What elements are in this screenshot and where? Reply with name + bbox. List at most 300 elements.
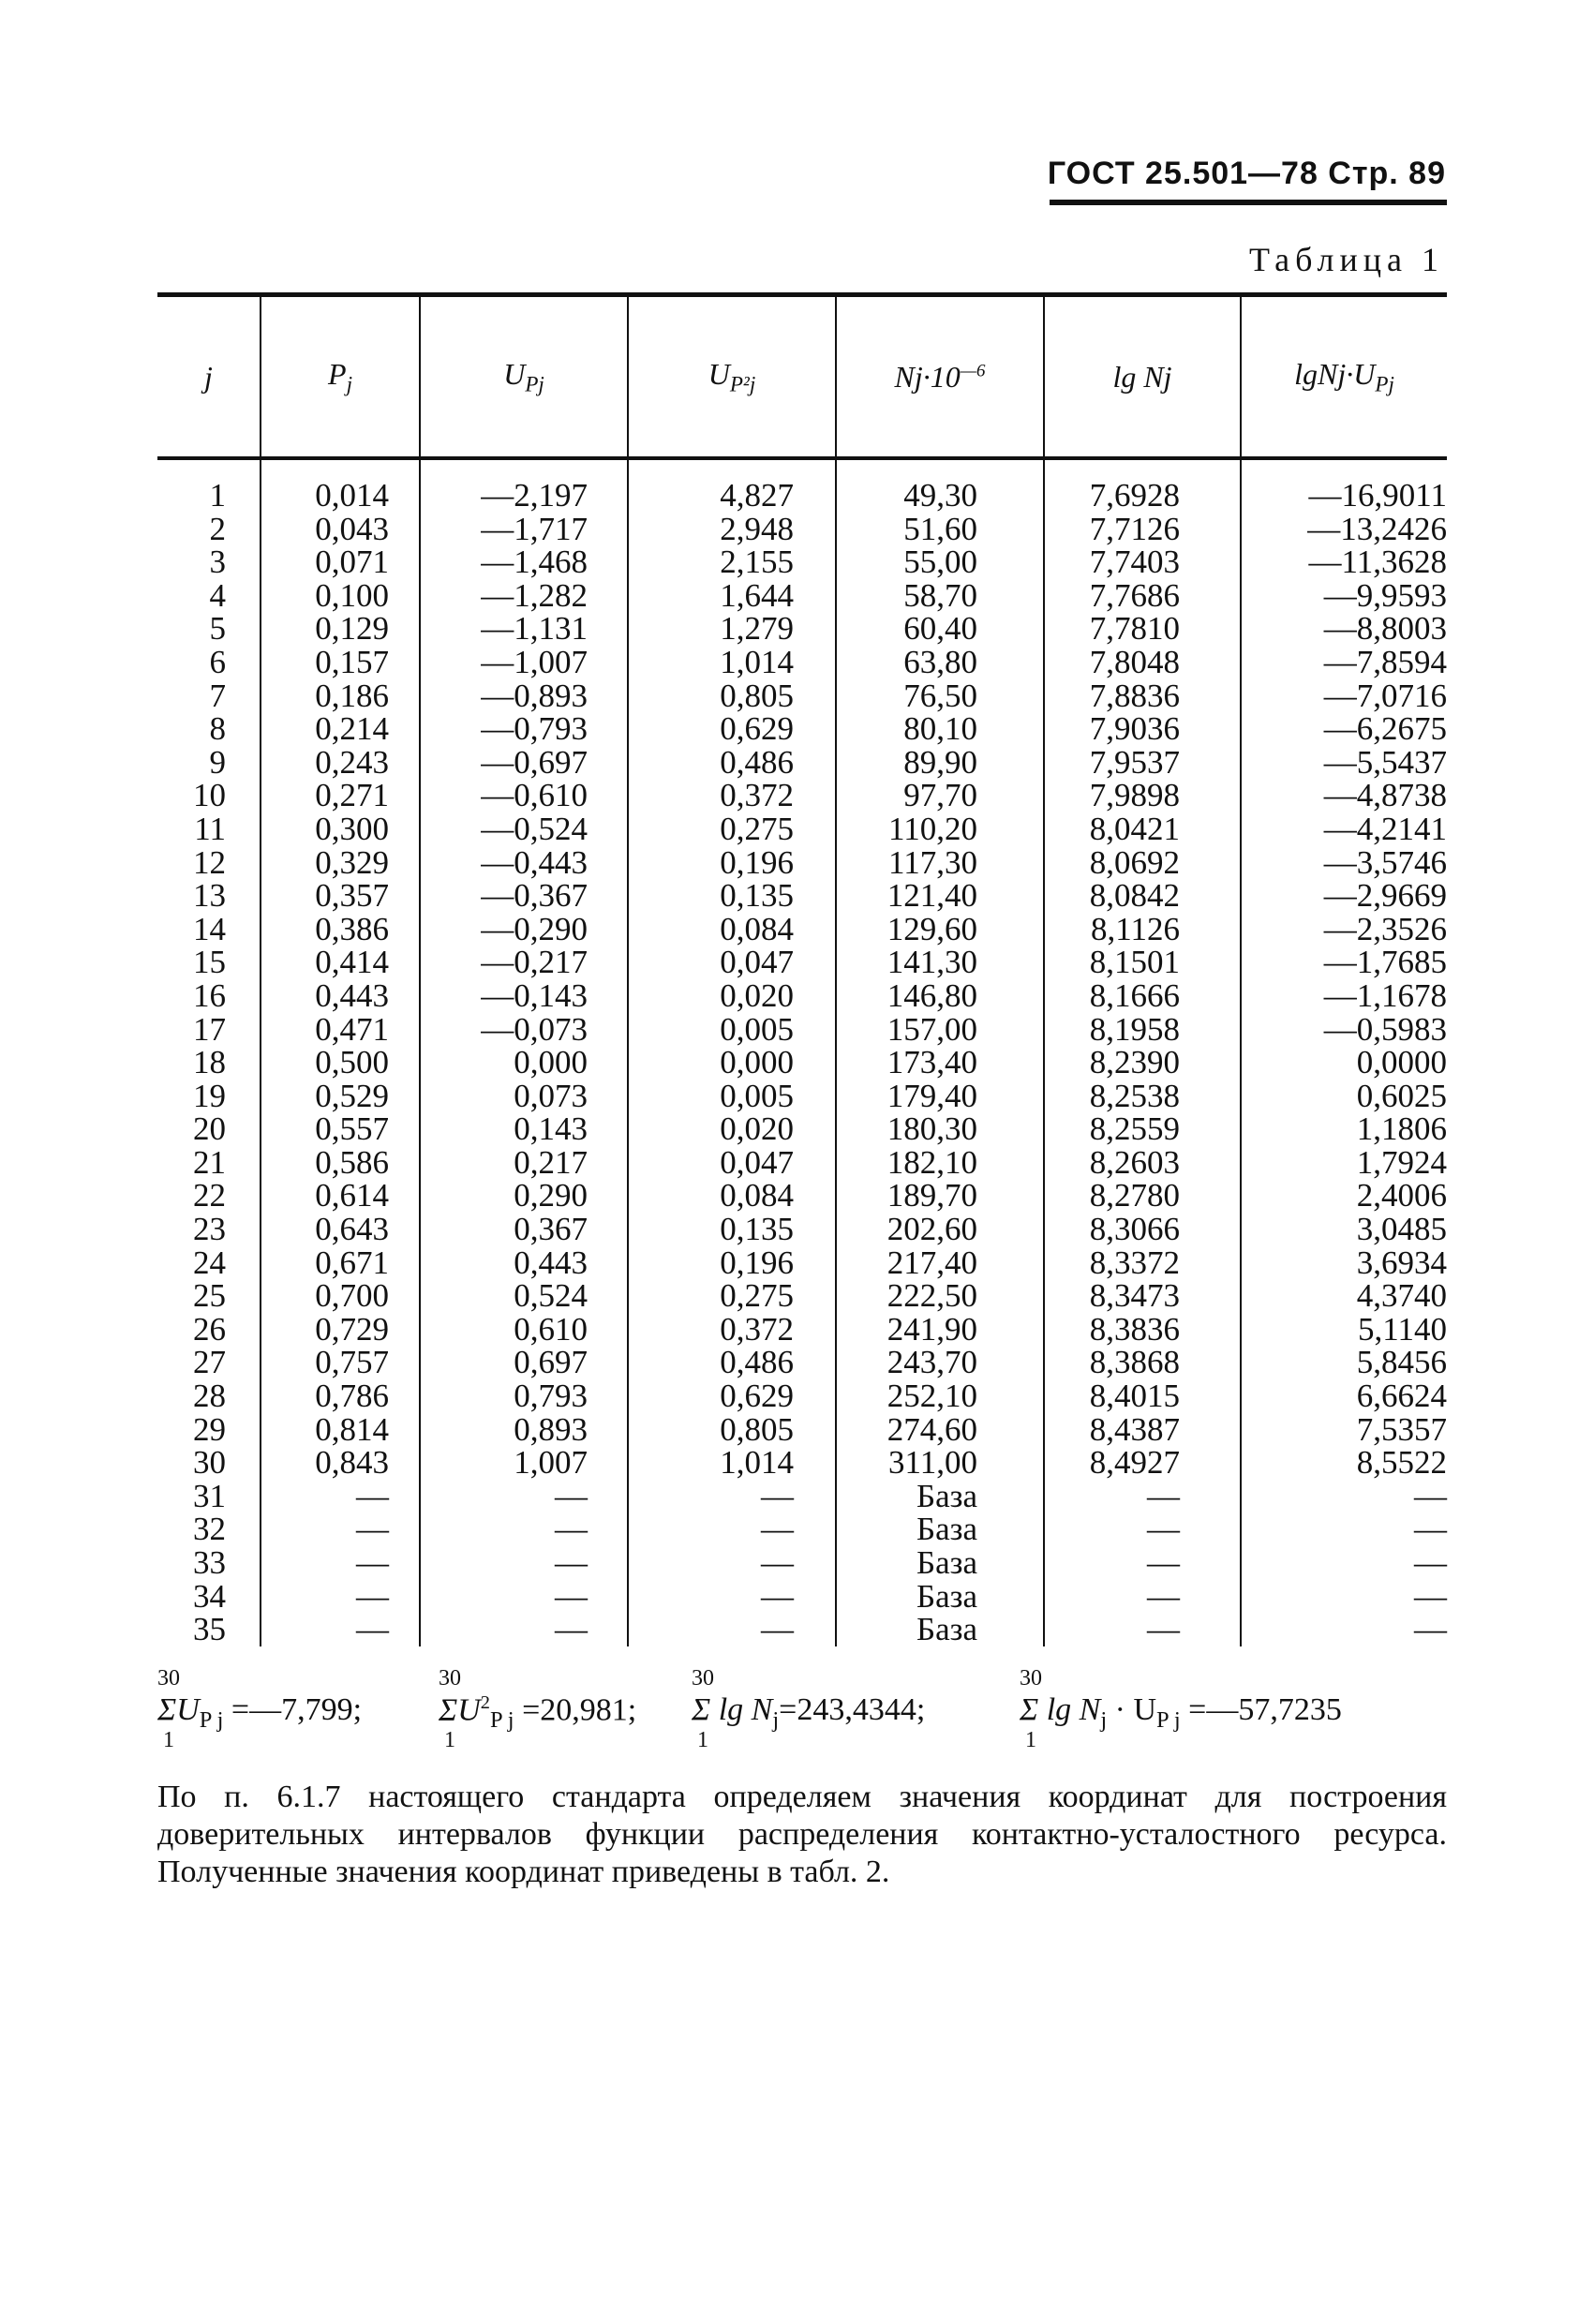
cell-p: 0,786 bbox=[261, 1379, 420, 1413]
cell-u-squared: 0,005 bbox=[628, 1013, 836, 1047]
cell-lg-n: — bbox=[1044, 1613, 1241, 1646]
cell-n: 146,80 bbox=[836, 979, 1044, 1013]
cell-u-squared: 0,372 bbox=[628, 1313, 836, 1347]
cell-u: —0,524 bbox=[420, 812, 628, 846]
cell-u: —0,697 bbox=[420, 746, 628, 780]
cell-u: 0,443 bbox=[420, 1246, 628, 1280]
cell-u-squared: — bbox=[628, 1480, 836, 1513]
cell-j: 12 bbox=[193, 843, 226, 881]
cell-n: База bbox=[836, 1546, 1044, 1580]
cell-p: — bbox=[261, 1546, 420, 1580]
table-row bbox=[157, 879, 1447, 913]
table-row bbox=[157, 1346, 1447, 1379]
cell-u-squared: — bbox=[628, 1580, 836, 1614]
cell-n: 58,70 bbox=[836, 579, 1044, 613]
table-row bbox=[157, 458, 1447, 513]
table-row bbox=[157, 1112, 1447, 1146]
cell-p: 0,129 bbox=[261, 612, 420, 646]
cell-n: 182,10 bbox=[836, 1146, 1044, 1180]
cell-u-squared: 0,372 bbox=[628, 779, 836, 812]
cell-lg-n-u: —0,5983 bbox=[1241, 1013, 1447, 1047]
cell-lg-n: 8,2390 bbox=[1044, 1046, 1241, 1080]
cell-u: —0,073 bbox=[420, 1013, 628, 1047]
cell-j: 16 bbox=[193, 976, 226, 1014]
data-table bbox=[157, 292, 1447, 1646]
table-row bbox=[157, 946, 1447, 979]
cell-lg-n: 8,0842 bbox=[1044, 879, 1241, 913]
table-row bbox=[157, 513, 1447, 546]
table-row bbox=[157, 1613, 1447, 1646]
col-header-p: $P_j$ bbox=[261, 295, 420, 459]
cell-u: —1,717 bbox=[420, 513, 628, 546]
cell-u-squared: 0,047 bbox=[628, 1146, 836, 1180]
cell-u-squared: 1,644 bbox=[628, 579, 836, 613]
cell-u: 0,793 bbox=[420, 1379, 628, 1413]
cell-p: 0,386 bbox=[261, 913, 420, 946]
cell-u: 1,007 bbox=[420, 1446, 628, 1480]
cell-u: —0,610 bbox=[420, 779, 628, 812]
cell-lg-n-u: —13,2426 bbox=[1241, 513, 1447, 546]
cell-lg-n-u: 6,6624 bbox=[1241, 1379, 1447, 1413]
sum-lg-n-u: 30 1 Σ $\lg N_j \cdot U_{P j}$ =—57,7235 bbox=[1020, 1666, 1342, 1752]
cell-p: 0,014 bbox=[261, 458, 420, 513]
cell-p: 0,043 bbox=[261, 513, 420, 546]
cell-j: 6 bbox=[209, 643, 226, 680]
cell-lg-n-u: 7,5357 bbox=[1241, 1413, 1447, 1447]
table-row bbox=[157, 1313, 1447, 1347]
cell-lg-n: 8,1666 bbox=[1044, 979, 1241, 1013]
cell-j: 17 bbox=[193, 1010, 226, 1048]
cell-lg-n-u: 5,1140 bbox=[1241, 1313, 1447, 1347]
table-row bbox=[157, 1580, 1447, 1614]
cell-lg-n: 8,2538 bbox=[1044, 1080, 1241, 1113]
cell-lg-n-u: 2,4006 bbox=[1241, 1179, 1447, 1213]
cell-lg-n-u: 5,8456 bbox=[1241, 1346, 1447, 1379]
cell-n: 129,60 bbox=[836, 913, 1044, 946]
cell-lg-n-u: — bbox=[1241, 1480, 1447, 1513]
cell-u: —0,290 bbox=[420, 913, 628, 946]
cell-lg-n: 7,7403 bbox=[1044, 545, 1241, 579]
cell-j: 24 bbox=[193, 1244, 226, 1281]
cell-lg-n: 8,3836 bbox=[1044, 1313, 1241, 1347]
cell-lg-n: 8,4387 bbox=[1044, 1413, 1241, 1447]
cell-p: 0,471 bbox=[261, 1013, 420, 1047]
cell-n: 60,40 bbox=[836, 612, 1044, 646]
cell-n: 49,30 bbox=[836, 458, 1044, 513]
cell-u: — bbox=[420, 1512, 628, 1546]
cell-j: 23 bbox=[193, 1211, 226, 1248]
cell-u: — bbox=[420, 1580, 628, 1614]
cell-n: 89,90 bbox=[836, 746, 1044, 780]
col-header-n: $Nj\cdot 10^{—6}$ bbox=[836, 295, 1044, 459]
cell-n: 51,60 bbox=[836, 513, 1044, 546]
cell-u: —0,893 bbox=[420, 679, 628, 713]
cell-n: База bbox=[836, 1613, 1044, 1646]
cell-j: 22 bbox=[193, 1177, 226, 1214]
cell-u: 0,217 bbox=[420, 1146, 628, 1180]
table-row bbox=[157, 1413, 1447, 1447]
cell-p: 0,271 bbox=[261, 779, 420, 812]
cell-n: 217,40 bbox=[836, 1246, 1044, 1280]
cell-lg-n-u: —4,8738 bbox=[1241, 779, 1447, 812]
cell-lg-n-u: 0,6025 bbox=[1241, 1080, 1447, 1113]
cell-u: — bbox=[420, 1613, 628, 1646]
table-row bbox=[157, 1279, 1447, 1313]
cell-j: 25 bbox=[193, 1277, 226, 1315]
cell-j: 14 bbox=[193, 910, 226, 947]
cell-j: 26 bbox=[193, 1310, 226, 1348]
table-row bbox=[157, 779, 1447, 812]
cell-j: 7 bbox=[209, 677, 226, 714]
cell-j: 4 bbox=[209, 576, 226, 614]
cell-j: 20 bbox=[193, 1110, 226, 1148]
table-row bbox=[157, 612, 1447, 646]
table-row bbox=[157, 1446, 1447, 1480]
page-header: ГОСТ 25.501—78 Стр. 89 bbox=[1047, 156, 1446, 191]
cell-j: 9 bbox=[209, 743, 226, 781]
cell-j: 10 bbox=[193, 777, 226, 814]
cell-u: —1,282 bbox=[420, 579, 628, 613]
cell-u: 0,073 bbox=[420, 1080, 628, 1113]
sum-u: 30 1 $\Sigma U_{P j}$ =—7,799; bbox=[157, 1666, 363, 1752]
cell-u-squared: 4,827 bbox=[628, 458, 836, 513]
cell-lg-n-u: —7,8594 bbox=[1241, 646, 1447, 679]
cell-u: 0,524 bbox=[420, 1279, 628, 1313]
cell-lg-n: 7,9036 bbox=[1044, 712, 1241, 746]
cell-n: 76,50 bbox=[836, 679, 1044, 713]
cell-u-squared: 0,020 bbox=[628, 1112, 836, 1146]
table-row bbox=[157, 646, 1447, 679]
cell-lg-n-u: —3,5746 bbox=[1241, 846, 1447, 880]
cell-u: 0,000 bbox=[420, 1046, 628, 1080]
table-caption: Таблица 1 bbox=[1249, 241, 1444, 278]
cell-lg-n: 7,7126 bbox=[1044, 513, 1241, 546]
cell-lg-n-u: — bbox=[1241, 1613, 1447, 1646]
table-row bbox=[157, 679, 1447, 713]
cell-lg-n-u: — bbox=[1241, 1512, 1447, 1546]
cell-lg-n-u: 4,3740 bbox=[1241, 1279, 1447, 1313]
cell-lg-n-u: —4,2141 bbox=[1241, 812, 1447, 846]
table-row bbox=[157, 1146, 1447, 1180]
cell-lg-n-u: 0,0000 bbox=[1241, 1046, 1447, 1080]
table-row bbox=[157, 1013, 1447, 1047]
cell-u-squared: 0,084 bbox=[628, 913, 836, 946]
cell-p: 0,614 bbox=[261, 1179, 420, 1213]
cell-lg-n-u: —9,9593 bbox=[1241, 579, 1447, 613]
cell-p: 0,414 bbox=[261, 946, 420, 979]
cell-lg-n: 8,2603 bbox=[1044, 1146, 1241, 1180]
cell-u-squared: 0,629 bbox=[628, 1379, 836, 1413]
table-header-row bbox=[157, 295, 1447, 459]
cell-p: 0,729 bbox=[261, 1313, 420, 1347]
table-row bbox=[157, 579, 1447, 613]
cell-n: 202,60 bbox=[836, 1213, 1044, 1246]
cell-u-squared: 0,275 bbox=[628, 812, 836, 846]
cell-lg-n: 8,3372 bbox=[1044, 1246, 1241, 1280]
cell-p: 0,757 bbox=[261, 1346, 420, 1379]
cell-u-squared: 0,805 bbox=[628, 679, 836, 713]
cell-j: 15 bbox=[193, 944, 226, 981]
col-header-lg-n: lg Nj bbox=[1044, 295, 1241, 459]
cell-u: —0,217 bbox=[420, 946, 628, 979]
cell-u-squared: 0,020 bbox=[628, 979, 836, 1013]
cell-j: 21 bbox=[193, 1143, 226, 1181]
cell-lg-n: 8,3066 bbox=[1044, 1213, 1241, 1246]
cell-u-squared: 0,486 bbox=[628, 1346, 836, 1379]
cell-p: 0,814 bbox=[261, 1413, 420, 1447]
table-row bbox=[157, 1512, 1447, 1546]
cell-n: 80,10 bbox=[836, 712, 1044, 746]
cell-u: —2,197 bbox=[420, 458, 628, 513]
cell-lg-n: 8,1501 bbox=[1044, 946, 1241, 979]
cell-j: 3 bbox=[209, 544, 226, 581]
col-header-u: $U_{Pj}$ bbox=[420, 295, 628, 459]
col-header-lg-n-u: $lgNj\cdot U_{Pj}$ bbox=[1241, 295, 1447, 459]
cell-p: 0,100 bbox=[261, 579, 420, 613]
cell-p: 0,671 bbox=[261, 1246, 420, 1280]
table-row bbox=[157, 1080, 1447, 1113]
cell-j: 34 bbox=[193, 1577, 226, 1615]
cell-lg-n: 8,1958 bbox=[1044, 1013, 1241, 1047]
cell-p: — bbox=[261, 1512, 420, 1546]
cell-lg-n-u: 1,7924 bbox=[1241, 1146, 1447, 1180]
cell-u: —1,468 bbox=[420, 545, 628, 579]
table-row bbox=[157, 812, 1447, 846]
cell-lg-n: 8,0421 bbox=[1044, 812, 1241, 846]
cell-lg-n-u: —2,3526 bbox=[1241, 913, 1447, 946]
cell-j: 1 bbox=[209, 477, 226, 514]
cell-n: 189,70 bbox=[836, 1179, 1044, 1213]
cell-j: 8 bbox=[209, 710, 226, 748]
table-row bbox=[157, 1213, 1447, 1246]
table-row bbox=[157, 913, 1447, 946]
body-paragraph: По п. 6.1.7 настоящего стандарта определяем значения координат для построения доверительных интервалов функции распределения контактно-усталостного ресурса. Полученные значения координат приведены в табл. 2. bbox=[157, 1780, 1447, 1889]
cell-p: 0,357 bbox=[261, 879, 420, 913]
cell-p: 0,700 bbox=[261, 1279, 420, 1313]
cell-u-squared: 0,486 bbox=[628, 746, 836, 780]
cell-lg-n-u: 8,5522 bbox=[1241, 1446, 1447, 1480]
cell-lg-n-u: —5,5437 bbox=[1241, 746, 1447, 780]
cell-u-squared: — bbox=[628, 1546, 836, 1580]
cell-u: 0,290 bbox=[420, 1179, 628, 1213]
cell-j: 32 bbox=[193, 1511, 226, 1548]
cell-j: 27 bbox=[193, 1344, 226, 1381]
cell-n: База bbox=[836, 1480, 1044, 1513]
sums-line bbox=[157, 1659, 1447, 1771]
sum-u-squared: 30 1 $\Sigma U^2_{P j} =20,981$; bbox=[439, 1666, 637, 1752]
cell-lg-n: — bbox=[1044, 1580, 1241, 1614]
cell-u: —1,131 bbox=[420, 612, 628, 646]
cell-u-squared: 0,135 bbox=[628, 1213, 836, 1246]
cell-lg-n: 8,3868 bbox=[1044, 1346, 1241, 1379]
cell-n: 222,50 bbox=[836, 1279, 1044, 1313]
cell-lg-n-u: 1,1806 bbox=[1241, 1112, 1447, 1146]
table-row bbox=[157, 1179, 1447, 1213]
cell-j: 11 bbox=[194, 810, 226, 847]
table-row bbox=[157, 712, 1447, 746]
cell-lg-n-u: —11,3628 bbox=[1241, 545, 1447, 579]
cell-u-squared: 2,948 bbox=[628, 513, 836, 546]
cell-u-squared: 0,000 bbox=[628, 1046, 836, 1080]
cell-lg-n: 7,7686 bbox=[1044, 579, 1241, 613]
cell-p: 0,529 bbox=[261, 1080, 420, 1113]
table-row bbox=[157, 545, 1447, 579]
cell-u: —0,367 bbox=[420, 879, 628, 913]
cell-u-squared: 0,084 bbox=[628, 1179, 836, 1213]
cell-n: 311,00 bbox=[836, 1446, 1044, 1480]
cell-u-squared: 0,629 bbox=[628, 712, 836, 746]
cell-u: — bbox=[420, 1546, 628, 1580]
header-rule bbox=[1050, 200, 1447, 205]
cell-u: —0,143 bbox=[420, 979, 628, 1013]
cell-n: 157,00 bbox=[836, 1013, 1044, 1047]
cell-u: —1,007 bbox=[420, 646, 628, 679]
cell-n: База bbox=[836, 1512, 1044, 1546]
sum-lg-n: 30 1 Σ $\lg N_j=243,4344$; bbox=[692, 1666, 926, 1752]
cell-u: —0,793 bbox=[420, 712, 628, 746]
cell-p: 0,586 bbox=[261, 1146, 420, 1180]
cell-lg-n: 7,9537 bbox=[1044, 746, 1241, 780]
cell-lg-n: 8,4015 bbox=[1044, 1379, 1241, 1413]
cell-u-squared: 0,047 bbox=[628, 946, 836, 979]
table-row bbox=[157, 846, 1447, 880]
cell-lg-n-u: —1,7685 bbox=[1241, 946, 1447, 979]
cell-lg-n: 7,9898 bbox=[1044, 779, 1241, 812]
cell-p: — bbox=[261, 1580, 420, 1614]
cell-lg-n-u: — bbox=[1241, 1546, 1447, 1580]
cell-n: База bbox=[836, 1580, 1044, 1614]
cell-j: 35 bbox=[193, 1611, 226, 1648]
col-header-u-squared: $U_{P^2j}$ bbox=[628, 295, 836, 459]
cell-u-squared: — bbox=[628, 1512, 836, 1546]
cell-lg-n-u: 3,0485 bbox=[1241, 1213, 1447, 1246]
table-row bbox=[157, 979, 1447, 1013]
cell-p: — bbox=[261, 1613, 420, 1646]
table-row bbox=[157, 746, 1447, 780]
cell-j: 29 bbox=[193, 1410, 226, 1448]
cell-j: 13 bbox=[193, 877, 226, 915]
cell-j: 33 bbox=[193, 1544, 226, 1581]
cell-u-squared: 1,014 bbox=[628, 1446, 836, 1480]
cell-u-squared: 1,014 bbox=[628, 646, 836, 679]
cell-lg-n: 7,6928 bbox=[1044, 458, 1241, 513]
data-table-container bbox=[157, 292, 1447, 1646]
cell-u-squared: 0,805 bbox=[628, 1413, 836, 1447]
cell-u: 0,143 bbox=[420, 1112, 628, 1146]
cell-lg-n-u: —2,9669 bbox=[1241, 879, 1447, 913]
cell-u: 0,697 bbox=[420, 1346, 628, 1379]
table-row bbox=[157, 1379, 1447, 1413]
cell-j: 2 bbox=[209, 510, 226, 547]
cell-u-squared: 0,196 bbox=[628, 1246, 836, 1280]
cell-lg-n: — bbox=[1044, 1546, 1241, 1580]
cell-u-squared: 1,279 bbox=[628, 612, 836, 646]
cell-j: 18 bbox=[193, 1044, 226, 1081]
cell-lg-n: 8,4927 bbox=[1044, 1446, 1241, 1480]
cell-p: 0,443 bbox=[261, 979, 420, 1013]
cell-p: 0,243 bbox=[261, 746, 420, 780]
table-row bbox=[157, 1046, 1447, 1080]
cell-n: 141,30 bbox=[836, 946, 1044, 979]
cell-n: 117,30 bbox=[836, 846, 1044, 880]
cell-p: 0,300 bbox=[261, 812, 420, 846]
cell-p: 0,557 bbox=[261, 1112, 420, 1146]
cell-lg-n: — bbox=[1044, 1480, 1241, 1513]
cell-lg-n-u: —7,0716 bbox=[1241, 679, 1447, 713]
cell-n: 274,60 bbox=[836, 1413, 1044, 1447]
cell-lg-n-u: 3,6934 bbox=[1241, 1246, 1447, 1280]
table-row bbox=[157, 1480, 1447, 1513]
table-body bbox=[157, 458, 1447, 1646]
cell-n: 173,40 bbox=[836, 1046, 1044, 1080]
cell-p: 0,643 bbox=[261, 1213, 420, 1246]
cell-j: 5 bbox=[209, 610, 226, 648]
cell-u-squared: — bbox=[628, 1613, 836, 1646]
cell-u: 0,610 bbox=[420, 1313, 628, 1347]
cell-p: 0,843 bbox=[261, 1446, 420, 1480]
table-row bbox=[157, 1546, 1447, 1580]
table-row bbox=[157, 1246, 1447, 1280]
cell-u-squared: 0,196 bbox=[628, 846, 836, 880]
cell-j: 28 bbox=[193, 1378, 226, 1415]
cell-lg-n: 7,7810 bbox=[1044, 612, 1241, 646]
cell-p: 0,329 bbox=[261, 846, 420, 880]
cell-u: 0,893 bbox=[420, 1413, 628, 1447]
cell-lg-n: 8,2559 bbox=[1044, 1112, 1241, 1146]
cell-lg-n: — bbox=[1044, 1512, 1241, 1546]
cell-n: 55,00 bbox=[836, 545, 1044, 579]
cell-p: 0,186 bbox=[261, 679, 420, 713]
cell-lg-n: 8,2780 bbox=[1044, 1179, 1241, 1213]
cell-n: 179,40 bbox=[836, 1080, 1044, 1113]
cell-n: 180,30 bbox=[836, 1112, 1044, 1146]
cell-n: 97,70 bbox=[836, 779, 1044, 812]
cell-lg-n-u: —6,2675 bbox=[1241, 712, 1447, 746]
cell-lg-n-u: —16,9011 bbox=[1241, 458, 1447, 513]
cell-lg-n: 8,0692 bbox=[1044, 846, 1241, 880]
cell-p: 0,214 bbox=[261, 712, 420, 746]
cell-lg-n: 8,1126 bbox=[1044, 913, 1241, 946]
cell-u-squared: 0,135 bbox=[628, 879, 836, 913]
cell-n: 252,10 bbox=[836, 1379, 1044, 1413]
cell-p: 0,157 bbox=[261, 646, 420, 679]
cell-u-squared: 0,005 bbox=[628, 1080, 836, 1113]
cell-n: 241,90 bbox=[836, 1313, 1044, 1347]
cell-u: 0,367 bbox=[420, 1213, 628, 1246]
cell-p: 0,071 bbox=[261, 545, 420, 579]
cell-p: — bbox=[261, 1480, 420, 1513]
cell-n: 63,80 bbox=[836, 646, 1044, 679]
cell-n: 243,70 bbox=[836, 1346, 1044, 1379]
cell-u: —0,443 bbox=[420, 846, 628, 880]
cell-j: 19 bbox=[193, 1077, 226, 1114]
cell-n: 110,20 bbox=[836, 812, 1044, 846]
cell-j: 31 bbox=[193, 1477, 226, 1514]
cell-lg-n: 7,8836 bbox=[1044, 679, 1241, 713]
cell-lg-n: 8,3473 bbox=[1044, 1279, 1241, 1313]
cell-lg-n-u: —8,8003 bbox=[1241, 612, 1447, 646]
cell-p: 0,500 bbox=[261, 1046, 420, 1080]
cell-j: 30 bbox=[193, 1444, 226, 1482]
cell-lg-n: 7,8048 bbox=[1044, 646, 1241, 679]
cell-u: — bbox=[420, 1480, 628, 1513]
cell-lg-n-u: — bbox=[1241, 1580, 1447, 1614]
cell-n: 121,40 bbox=[836, 879, 1044, 913]
cell-u-squared: 2,155 bbox=[628, 545, 836, 579]
cell-lg-n-u: —1,1678 bbox=[1241, 979, 1447, 1013]
col-header-j: j bbox=[157, 295, 261, 459]
cell-u-squared: 0,275 bbox=[628, 1279, 836, 1313]
